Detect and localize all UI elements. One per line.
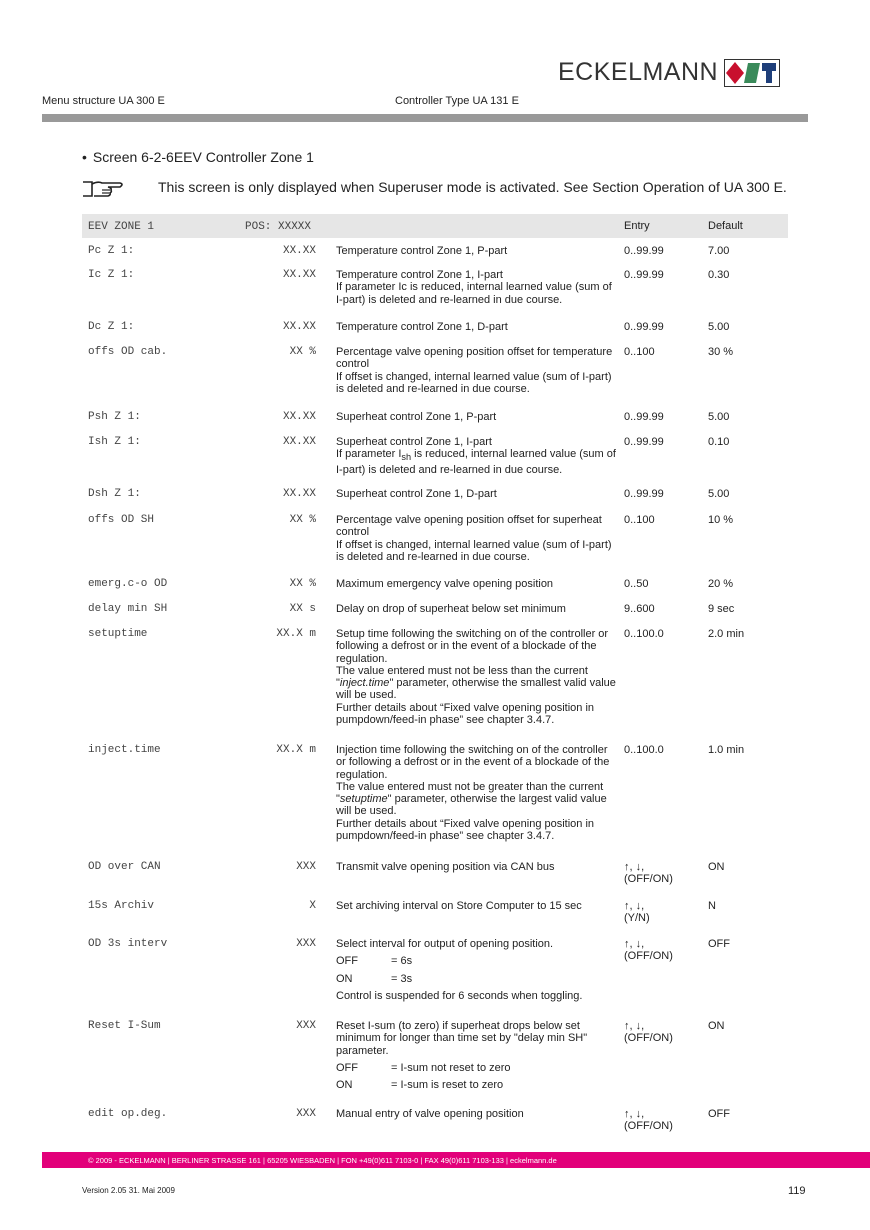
param-label: offs OD SH bbox=[88, 514, 155, 526]
param-entry-range: 0..99.99 bbox=[624, 245, 664, 257]
param-default: 2.0 min bbox=[708, 628, 745, 640]
header-controller-type: Controller Type UA 131 E bbox=[395, 95, 519, 107]
param-default: 30 % bbox=[708, 346, 734, 358]
param-value: XX.XX bbox=[282, 245, 316, 257]
param-value: XX.XX bbox=[282, 436, 316, 448]
param-description: Superheat control Zone 1, P-part bbox=[336, 411, 497, 423]
param-value: XX s bbox=[289, 603, 316, 615]
param-description: Percentage valve opening position offset for temperature control If offset is changed, internal learned value (sum of I-part) is deleted and re-learned in due course. bbox=[336, 346, 613, 395]
param-default: 5.00 bbox=[708, 321, 730, 333]
param-default: 5.00 bbox=[708, 488, 730, 500]
param-label: emerg.c-o OD bbox=[88, 578, 168, 590]
param-description: Reset I-sum (to zero) if superheat drops below set minimum for longer than time set by "delay min SH" parameter. OFF = I-sum not reset to zero ON = I-sum is reset to zero bbox=[336, 1020, 588, 1092]
param-label: OD over CAN bbox=[88, 861, 161, 873]
param-description: Temperature control Zone 1, P-part bbox=[336, 245, 508, 257]
page-number: 119 bbox=[788, 1185, 806, 1197]
screen-title-text: Screen 6-2-6EEV Controller Zone 1 bbox=[92, 149, 314, 165]
param-entry-range: 0..99.99 bbox=[624, 436, 664, 448]
param-entry-range: 0..100 bbox=[624, 346, 655, 358]
version-date: Version 2.05 31. Mai 2009 bbox=[82, 1186, 175, 1195]
param-value: XXX bbox=[296, 861, 316, 873]
param-description: Transmit valve opening position via CAN bus bbox=[336, 861, 555, 873]
param-label: Psh Z 1: bbox=[88, 411, 141, 423]
param-description: Set archiving interval on Store Computer to 15 sec bbox=[336, 900, 582, 912]
param-default: OFF bbox=[708, 1108, 730, 1120]
param-entry-range: 0..100.0 bbox=[624, 744, 664, 756]
param-entry-range: ↑, ↓, (Y/N) bbox=[624, 900, 650, 925]
param-description: Percentage valve opening position offset for superheat control If offset is changed, internal learned value (sum of I-part) is deleted and re-learned in due course. bbox=[336, 514, 612, 563]
param-entry-range: ↑, ↓, (OFF/ON) bbox=[624, 1108, 673, 1133]
param-value: XX.XX bbox=[282, 488, 316, 500]
param-entry-range: 0..99.99 bbox=[624, 411, 664, 423]
param-description: Superheat control Zone 1, D-part bbox=[336, 488, 497, 500]
superuser-note: This screen is only displayed when Superuser mode is activated. See Section Operation of UA 300 E. bbox=[158, 179, 787, 195]
param-entry-range: ↑, ↓, (OFF/ON) bbox=[624, 861, 673, 886]
param-entry-range: ↑, ↓, (OFF/ON) bbox=[624, 1020, 673, 1045]
param-entry-range: 0..99.99 bbox=[624, 488, 664, 500]
param-label: edit op.deg. bbox=[88, 1108, 168, 1120]
param-default: N bbox=[708, 900, 716, 912]
pointing-hand-icon bbox=[80, 178, 130, 200]
param-default: 1.0 min bbox=[708, 744, 745, 756]
param-value: XX.X m bbox=[276, 744, 316, 756]
param-value: XX % bbox=[289, 514, 316, 526]
param-value: XX.XX bbox=[282, 269, 316, 281]
screen-title bbox=[82, 149, 314, 165]
param-description: Injection time following the switching on of the controller or following a defrost or in the event of a blockade of the regulation. The value entered must not be greater than the current "setuptime" parameter, otherwise the largest valid value will be used. Further details about “Fixed valve opening position in pumpdown/feed-in phase” see chapter 3.4.7. bbox=[336, 744, 610, 843]
param-value: XXX bbox=[296, 1108, 316, 1120]
param-entry-range: ↑, ↓, (OFF/ON) bbox=[624, 938, 673, 963]
param-value: XX.XX bbox=[282, 321, 316, 333]
param-description: Maximum emergency valve opening position bbox=[336, 578, 554, 590]
param-default: 9 sec bbox=[708, 603, 735, 615]
header-doc-title: Menu structure UA 300 E bbox=[42, 95, 165, 107]
table-head-param: EEV ZONE 1 bbox=[88, 221, 155, 233]
param-value: XX.X m bbox=[276, 628, 316, 640]
eckelmann-logo-icon bbox=[724, 59, 780, 87]
param-value: XXX bbox=[296, 938, 316, 950]
param-default: 20 % bbox=[708, 578, 734, 590]
param-value: XX % bbox=[289, 578, 316, 590]
param-label: delay min SH bbox=[88, 603, 168, 615]
param-default: OFF bbox=[708, 938, 730, 950]
table-head-default: Default bbox=[708, 220, 743, 232]
param-description: Manual entry of valve opening position bbox=[336, 1108, 524, 1120]
param-entry-range: 0..100.0 bbox=[624, 628, 664, 640]
param-default: 0.10 bbox=[708, 436, 730, 448]
brand-logo bbox=[558, 58, 780, 87]
param-entry-range: 0..99.99 bbox=[624, 321, 664, 333]
param-label: Reset I-Sum bbox=[88, 1020, 161, 1032]
param-default: 10 % bbox=[708, 514, 734, 526]
brand-name: ECKELMANN bbox=[558, 58, 719, 86]
param-default: 5.00 bbox=[708, 411, 730, 423]
param-entry-range: 9..600 bbox=[624, 603, 655, 615]
bullet-icon: • bbox=[82, 149, 87, 165]
param-label: inject.time bbox=[88, 744, 161, 756]
param-label: Dsh Z 1: bbox=[88, 488, 141, 500]
header-divider bbox=[42, 114, 808, 122]
param-description: Superheat control Zone 1, I-part If parameter $I_{sh}$ is reduced, internal learned value (sum of I-part) is deleted and re-learned in due course. bbox=[336, 436, 616, 476]
param-default: 0.30 bbox=[708, 269, 730, 281]
param-description: Temperature control Zone 1, I-part If parameter Ic is reduced, internal learned value (sum of I-part) is deleted and re-learned in due course. bbox=[336, 269, 612, 306]
param-label: Ic Z 1: bbox=[88, 269, 135, 281]
table-head-entry: Entry bbox=[624, 220, 650, 232]
param-value: X bbox=[309, 900, 316, 912]
param-label: Ish Z 1: bbox=[88, 436, 141, 448]
param-label: 15s Archiv bbox=[88, 900, 155, 912]
param-default: ON bbox=[708, 1020, 725, 1032]
table-head-pos: POS: XXXXX bbox=[245, 221, 312, 233]
param-value: XX % bbox=[289, 346, 316, 358]
param-default: 7.00 bbox=[708, 245, 730, 257]
param-label: OD 3s interv bbox=[88, 938, 168, 950]
param-label: Pc Z 1: bbox=[88, 245, 135, 257]
param-value: XX.XX bbox=[282, 411, 316, 423]
param-description: Select interval for output of opening position. OFF = 6s ON = 3s Control is suspended for 6 seconds when toggling. bbox=[336, 938, 583, 1002]
footer-contact: © 2009 - ECKELMANN | BERLINER STRASSE 161 | 65205 WIESBADEN | FON +49(0)611 7103-0 | FAX 49(0)611 7103-133 | eckelmann.de bbox=[88, 1156, 557, 1165]
param-value: XXX bbox=[296, 1020, 316, 1032]
param-label: setuptime bbox=[88, 628, 148, 640]
param-description: Temperature control Zone 1, D-part bbox=[336, 321, 508, 333]
param-description: Setup time following the switching on of the controller or following a defrost or in the event of a blockade of the regulation. The value entered must not be less than the current "inject.time" parameter, otherwise the smallest valid value will be used. Further details about “Fixed valve opening position in pumpdown/feed-in phase” see chapter 3.4.7. bbox=[336, 628, 616, 727]
param-label: Dc Z 1: bbox=[88, 321, 135, 333]
param-entry-range: 0..50 bbox=[624, 578, 649, 590]
param-description: Delay on drop of superheat below set minimum bbox=[336, 603, 566, 615]
param-default: ON bbox=[708, 861, 725, 873]
param-entry-range: 0..99.99 bbox=[624, 269, 664, 281]
param-entry-range: 0..100 bbox=[624, 514, 655, 526]
param-label: offs OD cab. bbox=[88, 346, 168, 358]
